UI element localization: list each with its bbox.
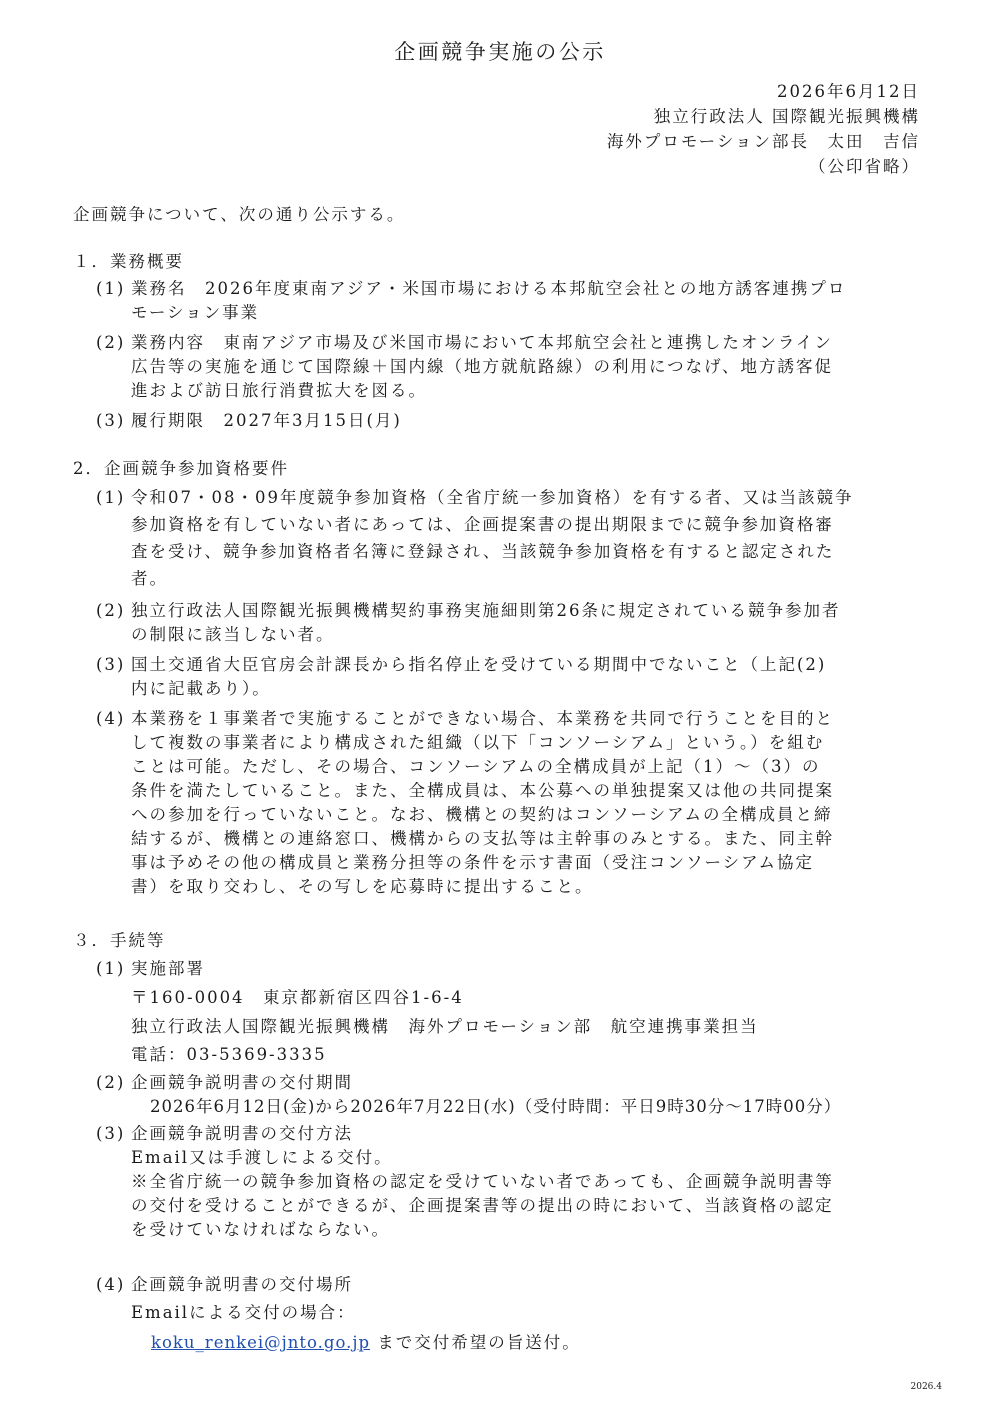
- text-line: 業務内容 東南アジア市場及び米国市場において本邦航空会社と連携したオンライン: [131, 333, 833, 352]
- footer-version: 2026.4: [910, 1382, 942, 1392]
- email-case-label: Emailによる交付の場合：: [131, 1303, 356, 1322]
- department: 独立行政法人国際観光振興機構 海外プロモーション部 航空連携事業担当: [131, 1017, 759, 1036]
- item-number: (2): [96, 601, 126, 620]
- text-line: 業務名 2026年度東南アジア・米国市場における本邦航空会社との地方誘客連携プロ: [131, 279, 847, 298]
- text-line: 国土交通省大臣官房会計課長から指名停止を受けている期間中でないこと（上記(2): [131, 655, 827, 674]
- issuer-person: 海外プロモーション部長 太田 吉信: [606, 132, 920, 151]
- phone-number: 電話：03-5369-3335: [131, 1045, 327, 1064]
- postal-address: 〒160-0004 東京都新宿区四谷1-6-4: [131, 988, 464, 1007]
- item-label: 企画競争説明書の交付方法: [131, 1124, 353, 1143]
- email-suffix: まで交付希望の旨送付。: [370, 1333, 581, 1352]
- text-line: 本業務を１事業者で実施することができない場合、本業務を共同で行うことを目的と: [131, 709, 834, 728]
- item-label: 企画競争説明書の交付期間: [131, 1073, 353, 1092]
- text-line: 独立行政法人国際観光振興機構契約事務実施細則第26条に規定されている競争参加者: [131, 601, 841, 620]
- page-title: 企画競争実施の公示: [394, 40, 606, 64]
- text-line: モーション事業: [131, 303, 260, 322]
- text-line: の制限に該当しない者。: [131, 625, 335, 644]
- text-line: 内に記載あり）。: [131, 679, 271, 698]
- text-line: 進および訪日旅行消費拡大を図る。: [131, 381, 427, 400]
- item-number: (3): [96, 655, 126, 674]
- text-line: 事は予めその他の構成員と業務分担等の条件を示す書面（受注コンソーシアム協定: [131, 853, 815, 872]
- item-number: (1): [96, 488, 126, 507]
- text-line: ことは可能。ただし、その場合、コンソーシアムの全構成員が上記（1）～（3）の: [131, 757, 821, 776]
- issue-date: 2026年6月12日: [777, 82, 920, 101]
- item-number: (4): [96, 709, 126, 728]
- text-line: 令和07・08・09年度競争参加資格（全省庁統一参加資格）を有する者、又は当該競争: [131, 488, 854, 507]
- text-line: して複数の事業者により構成された組織（以下「コンソーシアム」という。）を組む: [131, 733, 825, 752]
- email-link[interactable]: koku_renkei@jnto.go.jp: [151, 1333, 371, 1352]
- note-line: の交付を受けることができるが、企画提案書等の提出の時において、当該資格の認定: [131, 1196, 834, 1215]
- text-line: 査を受け、競争参加資格者名簿に登録され、当該競争参加資格を有すると認定された: [131, 542, 835, 561]
- item-label: 実施部署: [131, 959, 205, 978]
- note-line: ※全省庁統一の競争参加資格の認定を受けていない者であっても、企画競争説明書等: [131, 1172, 834, 1191]
- text-line: Email又は手渡しによる交付。: [131, 1148, 393, 1167]
- text-line: 結するが、機構との連絡窓口、機構からの支払等は主幹事のみとする。また、同主幹: [131, 829, 834, 848]
- seal-omitted: （公印省略）: [809, 157, 920, 176]
- note-line: を受けていなければならない。: [131, 1220, 390, 1239]
- text-line: 条件を満たしていること。また、全構成員は、本公募への単独提案又は他の共同提案: [131, 781, 834, 800]
- item-number: (3): [96, 411, 126, 430]
- distribution-period: 2026年6月12日(金)から2026年7月22日(水)（受付時間：平日9時30分～17時00分）: [150, 1097, 842, 1116]
- issuer-org: 独立行政法人 国際観光振興機構: [653, 107, 920, 126]
- item-number: (2): [96, 333, 126, 352]
- text-line: 書）を取り交わし、その写しを応募時に提出すること。: [131, 877, 594, 896]
- text-line: への参加を行っていないこと。なお、機構との契約はコンソーシアムの全構成員と締: [131, 805, 833, 824]
- item-number: (4): [96, 1275, 126, 1294]
- item-label: 企画競争説明書の交付場所: [131, 1275, 353, 1294]
- item-number: (2): [96, 1073, 126, 1092]
- intro-text: 企画競争について、次の通り公示する。: [73, 205, 406, 224]
- text-line: 広告等の実施を通じて国際線＋国内線（地方就航路線）の利用につなげ、地方誘客促: [131, 357, 834, 376]
- text-line: 参加資格を有していない者にあっては、企画提案書の提出期限までに競争参加資格審: [131, 515, 834, 534]
- text-line: 者。: [131, 569, 168, 588]
- text-line: 履行期限 2027年3月15日(月): [131, 411, 402, 430]
- section-heading: 2．企画競争参加資格要件: [73, 459, 289, 478]
- section-heading: １．業務概要: [73, 252, 184, 271]
- section-heading: ３．手続等: [73, 931, 166, 950]
- item-number: (1): [96, 959, 126, 978]
- item-number: (1): [96, 279, 126, 298]
- item-number: (3): [96, 1124, 126, 1143]
- email-line: [151, 1331, 581, 1355]
